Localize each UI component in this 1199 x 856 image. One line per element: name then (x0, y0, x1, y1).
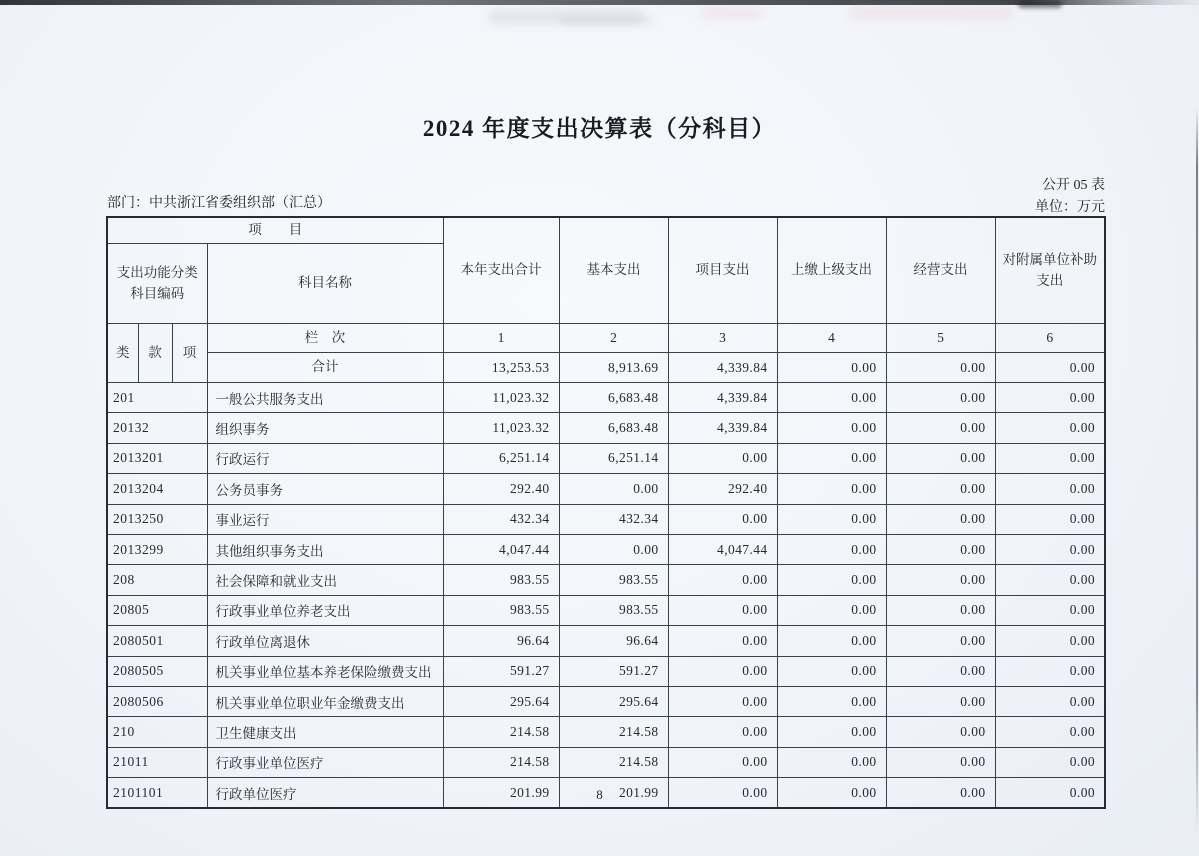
row-value: 0.00 (559, 474, 668, 504)
row-value: 214.58 (559, 747, 668, 777)
row-value: 0.00 (668, 443, 777, 473)
header-col-project-exp: 项目支出 (668, 217, 777, 324)
row-value: 0.00 (995, 686, 1105, 716)
row-value: 0.00 (777, 534, 886, 564)
row-value: 0.00 (886, 747, 995, 777)
table-row (107, 626, 1105, 656)
row-code: 20805 (107, 595, 207, 625)
stamp-bleed-smudge (848, 5, 1013, 20)
header-class: 类 (107, 324, 138, 383)
row-value: 0.00 (995, 534, 1105, 564)
row-name: 其他组织事务支出 (207, 534, 443, 564)
column-number: 2 (559, 324, 668, 353)
total-value: 0.00 (777, 353, 886, 383)
table-row (107, 656, 1105, 686)
row-value: 292.40 (668, 474, 777, 504)
row-value: 0.00 (886, 565, 995, 595)
row-value: 0.00 (777, 443, 886, 473)
row-value: 0.00 (668, 656, 777, 686)
header-col-operating: 经营支出 (886, 217, 995, 324)
row-name: 一般公共服务支出 (207, 383, 443, 413)
table-row (107, 443, 1105, 473)
row-value: 0.00 (777, 626, 886, 656)
table-number-label: 公开 05 表 (1042, 178, 1105, 193)
row-value: 0.00 (995, 747, 1105, 777)
row-code: 2080505 (107, 656, 207, 686)
table-row (107, 565, 1105, 595)
row-value: 0.00 (886, 686, 995, 716)
column-number: 3 (668, 324, 777, 353)
row-code: 20132 (107, 413, 207, 443)
row-value: 6,251.14 (559, 443, 668, 473)
total-value: 8,913.69 (559, 353, 668, 383)
row-value: 0.00 (668, 747, 777, 777)
row-name: 行政单位医疗 (207, 778, 443, 809)
row-name: 事业运行 (207, 504, 443, 534)
header-column-row: 栏 次 (207, 324, 443, 353)
row-value: 0.00 (777, 504, 886, 534)
header-code: 支出功能分类科目编码 (107, 244, 207, 324)
row-value: 0.00 (777, 595, 886, 625)
row-value: 0.00 (995, 778, 1105, 809)
row-value: 0.00 (995, 443, 1105, 473)
row-code: 208 (107, 565, 207, 595)
scan-smudge (1018, 0, 1062, 8)
row-value: 0.00 (886, 474, 995, 504)
row-value: 0.00 (886, 383, 995, 413)
row-value: 0.00 (668, 565, 777, 595)
row-value: 432.34 (559, 504, 668, 534)
row-code: 2013204 (107, 474, 207, 504)
scan-edge-right (1196, 108, 1198, 832)
table-body (107, 383, 1105, 809)
row-value: 214.58 (443, 747, 559, 777)
row-value: 0.00 (777, 474, 886, 504)
page-title: 2024 年度支出决算表（分科目） (422, 116, 777, 141)
row-value: 0.00 (995, 595, 1105, 625)
row-value: 0.00 (777, 565, 886, 595)
row-value: 0.00 (777, 383, 886, 413)
stamp-bleed-smudge (700, 7, 762, 19)
row-value: 0.00 (995, 474, 1105, 504)
row-name: 组织事务 (207, 413, 443, 443)
row-value: 6,683.48 (559, 383, 668, 413)
row-name: 社会保障和就业支出 (207, 565, 443, 595)
row-value: 295.64 (443, 686, 559, 716)
column-number: 6 (995, 324, 1105, 353)
row-value: 0.00 (559, 534, 668, 564)
column-number: 4 (777, 324, 886, 353)
row-name: 行政单位离退休 (207, 626, 443, 656)
total-value: 0.00 (995, 353, 1105, 383)
table-row (107, 474, 1105, 504)
row-value: 0.00 (668, 686, 777, 716)
row-value: 0.00 (886, 595, 995, 625)
row-value: 201.99 (443, 778, 559, 809)
row-value: 0.00 (886, 413, 995, 443)
row-value: 0.00 (777, 413, 886, 443)
row-code: 2013250 (107, 504, 207, 534)
row-value: 0.00 (995, 383, 1105, 413)
row-name: 公务员事务 (207, 474, 443, 504)
row-value: 983.55 (559, 595, 668, 625)
row-value: 0.00 (777, 717, 886, 747)
row-value: 201.99 (559, 778, 668, 809)
row-name: 行政事业单位养老支出 (207, 595, 443, 625)
total-value: 13,253.53 (443, 353, 559, 383)
row-value: 0.00 (995, 717, 1105, 747)
row-code: 201 (107, 383, 207, 413)
row-value: 4,339.84 (668, 383, 777, 413)
row-value: 983.55 (443, 595, 559, 625)
row-value: 0.00 (777, 686, 886, 716)
row-name: 行政运行 (207, 443, 443, 473)
row-value: 4,339.84 (668, 413, 777, 443)
row-value: 0.00 (777, 778, 886, 809)
row-code: 2080506 (107, 686, 207, 716)
header-project: 项 目 (107, 217, 443, 244)
row-value: 96.64 (443, 626, 559, 656)
row-value: 983.55 (559, 565, 668, 595)
row-value: 0.00 (995, 504, 1105, 534)
table-row (107, 686, 1105, 716)
row-value: 214.58 (559, 717, 668, 747)
row-code: 2080501 (107, 626, 207, 656)
row-name: 行政事业单位医疗 (207, 747, 443, 777)
row-value: 0.00 (668, 778, 777, 809)
row-value: 11,023.32 (443, 413, 559, 443)
row-value: 214.58 (443, 717, 559, 747)
row-value: 0.00 (995, 565, 1105, 595)
row-value: 295.64 (559, 686, 668, 716)
row-value: 0.00 (886, 717, 995, 747)
row-value: 0.00 (777, 656, 886, 686)
row-value: 0.00 (668, 504, 777, 534)
row-value: 0.00 (886, 626, 995, 656)
header-item: 项 (172, 324, 207, 383)
row-value: 0.00 (886, 504, 995, 534)
header-col-upper: 上缴上级支出 (777, 217, 886, 324)
row-name: 卫生健康支出 (207, 717, 443, 747)
row-value: 591.27 (443, 656, 559, 686)
table-row (107, 747, 1105, 777)
row-value: 0.00 (995, 626, 1105, 656)
table-row (107, 717, 1105, 747)
scan-smudge (560, 16, 655, 25)
row-name: 机关事业单位职业年金缴费支出 (207, 686, 443, 716)
row-value: 591.27 (559, 656, 668, 686)
table-row (107, 504, 1105, 534)
row-value: 0.00 (995, 656, 1105, 686)
row-value: 0.00 (886, 656, 995, 686)
row-code: 210 (107, 717, 207, 747)
column-number: 1 (443, 324, 559, 353)
row-name: 机关事业单位基本养老保险缴费支出 (207, 656, 443, 686)
page-number: 8 (596, 787, 603, 802)
row-value: 0.00 (777, 747, 886, 777)
table-row (107, 383, 1105, 413)
table-row (107, 534, 1105, 564)
header-col-basic: 基本支出 (559, 217, 668, 324)
department-label: 部门：中共浙江省委组织部（汇总） (107, 196, 331, 211)
row-code: 2013201 (107, 443, 207, 473)
header-col-total: 本年支出合计 (443, 217, 559, 324)
column-number: 5 (886, 324, 995, 353)
header-col-subsidy: 对附属单位补助支出 (995, 217, 1105, 324)
row-value: 0.00 (886, 778, 995, 809)
table-row (107, 595, 1105, 625)
row-value: 432.34 (443, 504, 559, 534)
row-value: 6,251.14 (443, 443, 559, 473)
row-code: 2101101 (107, 778, 207, 809)
row-value: 11,023.32 (443, 383, 559, 413)
row-value: 0.00 (668, 717, 777, 747)
row-value: 96.64 (559, 626, 668, 656)
header-section: 款 (138, 324, 172, 383)
row-value: 0.00 (886, 534, 995, 564)
row-value: 983.55 (443, 565, 559, 595)
table-row (107, 413, 1105, 443)
row-value: 0.00 (995, 413, 1105, 443)
total-value: 0.00 (886, 353, 995, 383)
row-code: 21011 (107, 747, 207, 777)
header-subject-name: 科目名称 (207, 244, 443, 324)
row-value: 4,047.44 (668, 534, 777, 564)
unit-label: 单位：万元 (1035, 200, 1105, 215)
row-value: 4,047.44 (443, 534, 559, 564)
row-code: 2013299 (107, 534, 207, 564)
row-value: 292.40 (443, 474, 559, 504)
row-value: 6,683.48 (559, 413, 668, 443)
expenditure-table (106, 216, 1106, 809)
total-value: 4,339.84 (668, 353, 777, 383)
total-row-label: 合计 (207, 353, 443, 383)
row-value: 0.00 (668, 595, 777, 625)
row-value: 0.00 (668, 626, 777, 656)
row-value: 0.00 (886, 443, 995, 473)
